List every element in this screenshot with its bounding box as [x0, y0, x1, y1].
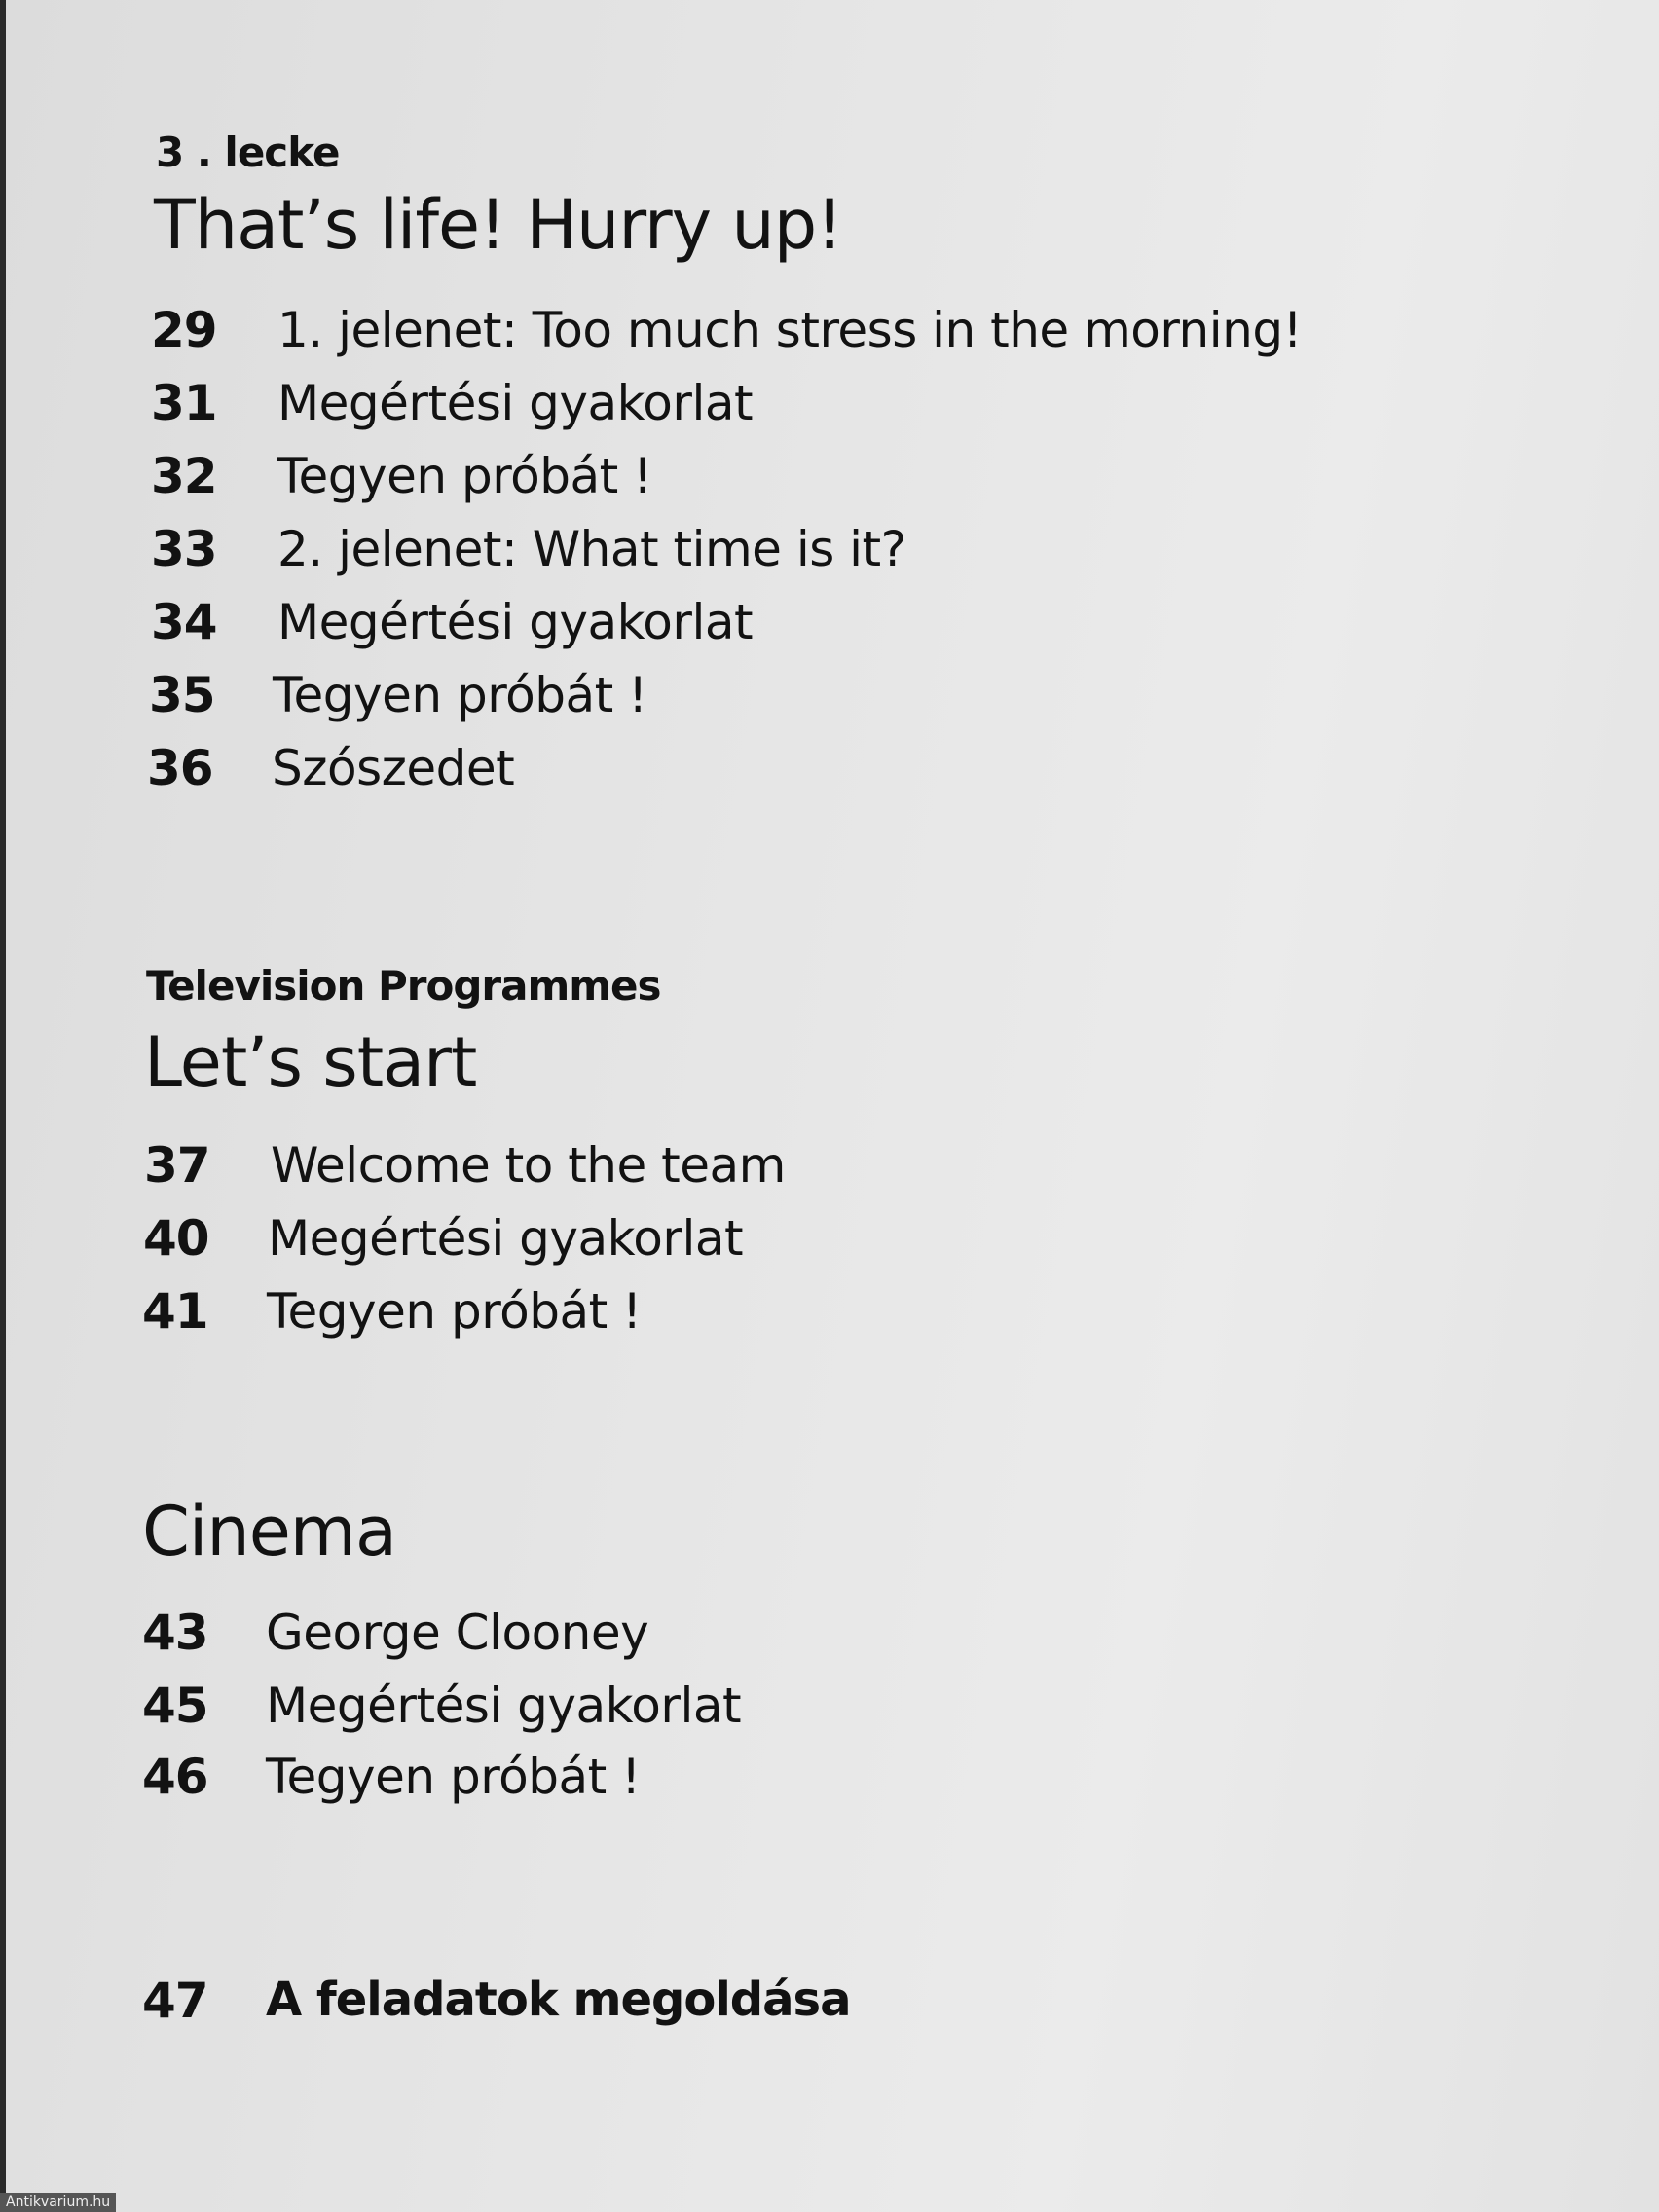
entry-text: Tegyen próbát !: [267, 1283, 642, 1340]
page-number: 32: [151, 448, 217, 504]
page-number: 29: [151, 302, 217, 358]
entry-text: Tegyen próbát !: [266, 1749, 641, 1805]
section2-label: Television Programmes: [146, 962, 661, 1010]
section1-title: That’s life! Hurry up!: [154, 185, 843, 265]
page-number: 33: [151, 521, 217, 577]
page-number: 43: [142, 1604, 208, 1661]
section1-label: 3 . lecke: [156, 129, 340, 176]
page-number: 31: [151, 375, 217, 431]
page-number: 37: [144, 1137, 210, 1194]
watermark: Antikvarium.hu: [0, 2193, 116, 2212]
entry-text: Megértési gyakorlat: [277, 375, 754, 431]
show-through-1: [1441, 107, 1460, 179]
entry-text: Welcome to the team: [271, 1137, 786, 1194]
entry-text: Megértési gyakorlat: [266, 1677, 742, 1734]
section3-title: Cinema: [142, 1492, 396, 1571]
page-number: 40: [143, 1210, 209, 1267]
page-number: 36: [147, 740, 213, 796]
page-left-edge: [0, 0, 6, 2212]
entry-text: Megértési gyakorlat: [268, 1210, 744, 1267]
entry-text: Tegyen próbát !: [277, 448, 652, 504]
entry-text: Megértési gyakorlat: [277, 594, 754, 650]
entry-text: George Clooney: [266, 1604, 649, 1661]
entry-text: A feladatok megoldása: [266, 1972, 851, 2027]
entry-text: 2. jelenet: What time is it?: [277, 521, 906, 577]
page-number: 34: [151, 594, 217, 650]
page-number: 47: [142, 1972, 208, 2029]
page-number: 41: [142, 1283, 208, 1340]
page-number: 45: [142, 1677, 208, 1734]
page-number: 35: [149, 667, 215, 723]
section2-title: Let’s start: [144, 1022, 477, 1102]
entry-text: Szószedet: [272, 740, 515, 796]
entry-text: 1. jelenet: Too much stress in the morning!: [277, 302, 1303, 358]
entry-text: Tegyen próbát !: [273, 667, 647, 723]
page-number: 46: [142, 1749, 208, 1805]
